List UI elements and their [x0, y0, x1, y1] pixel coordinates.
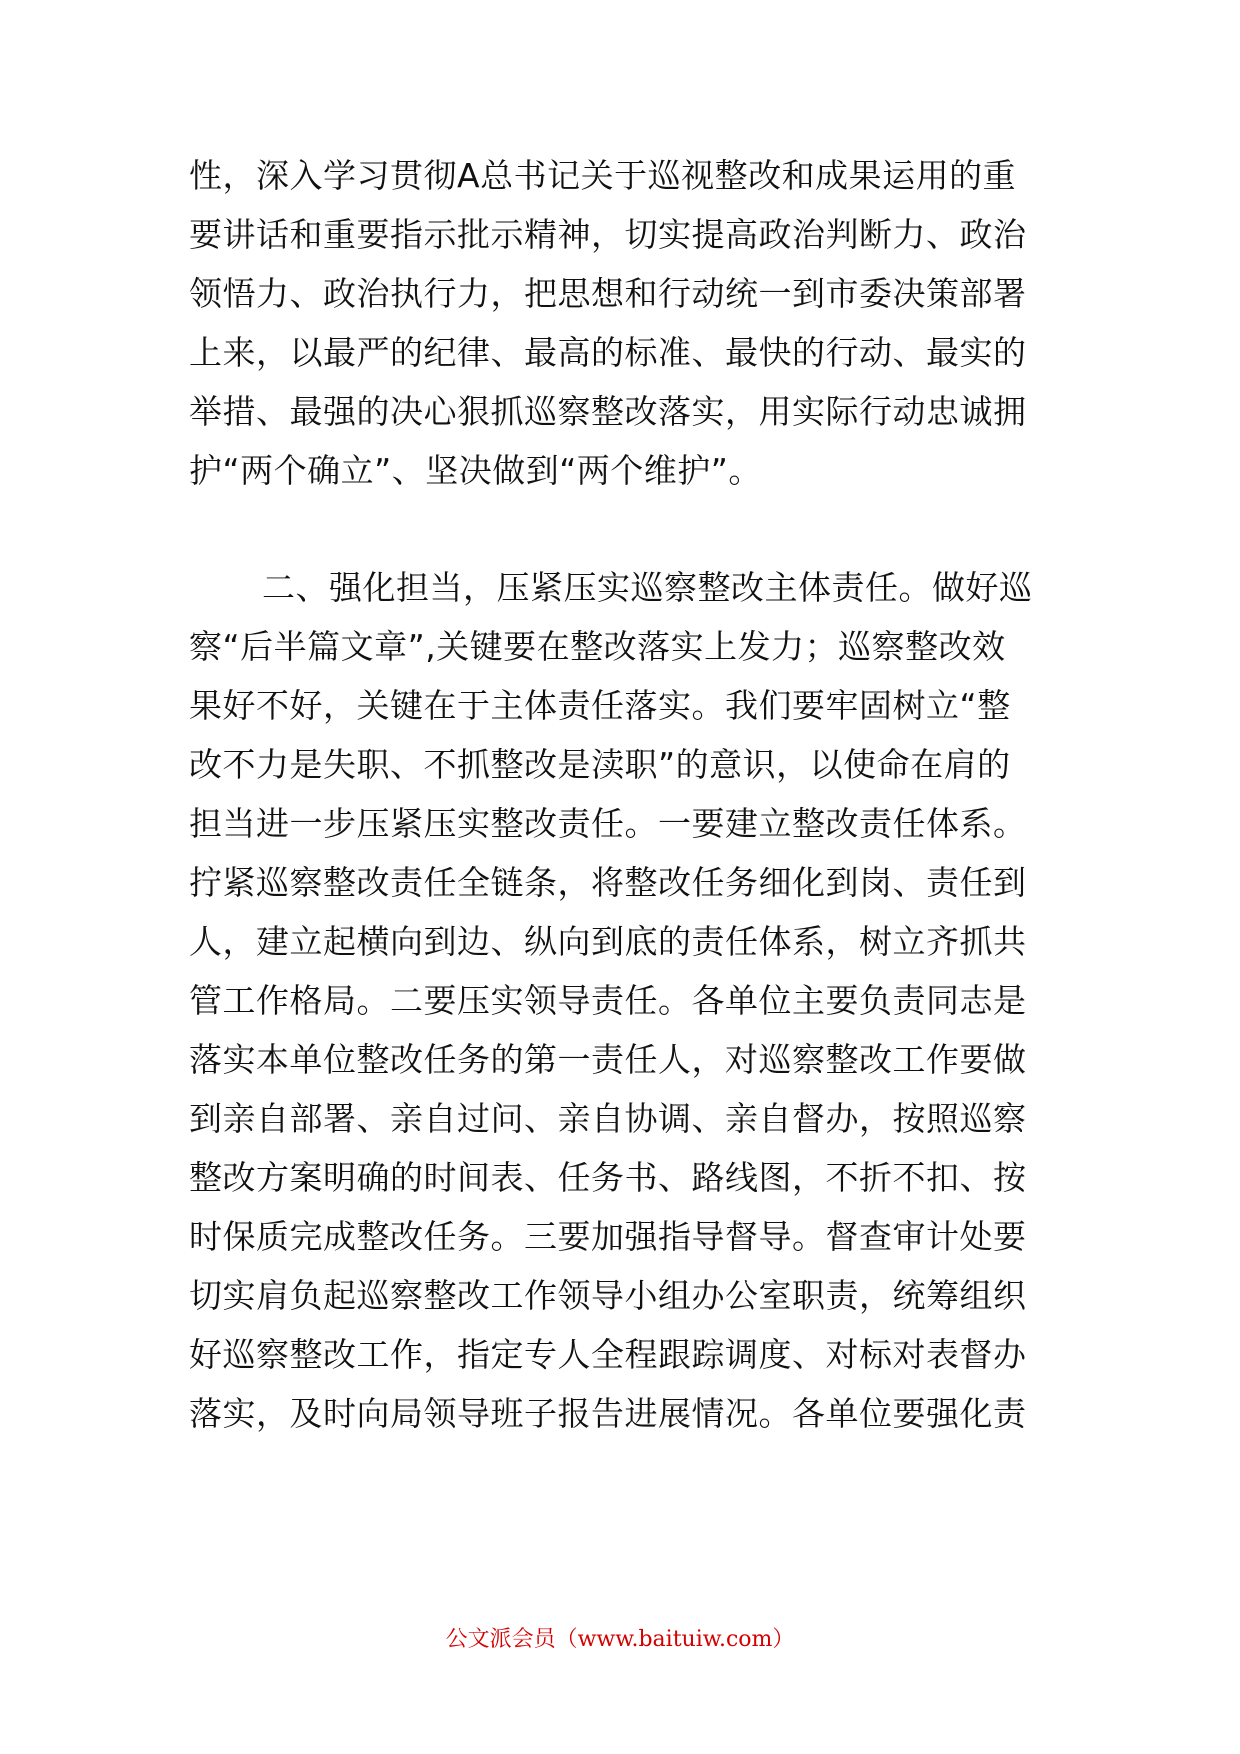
paragraph-2-line-9: 落实本单位整改任务的第一责任人，对巡察整改工作要做	[189, 1040, 1027, 1079]
paragraph-2-line-8: 管工作格局。二要压实领导责任。各单位主要负责同志是	[189, 981, 1027, 1020]
paragraph-2-line-11: 整改方案明确的时间表、任务书、路线图，不折不扣、按	[189, 1158, 1027, 1197]
paragraph-2-line-15: 落实，及时向局领导班子报告进展情况。各单位要强化责	[189, 1394, 1027, 1433]
paragraph-2-line-1: 二、强化担当，压紧压实巡察整改主体责任。做好巡	[262, 568, 1033, 607]
paragraph-1-line-3: 领悟力、政治执行力，把思想和行动统一到市委决策部署	[189, 274, 1027, 313]
paragraph-2-line-2: 察“后半篇文章”,关键要在整改落实上发力；巡察整改效	[189, 627, 1006, 666]
paragraph-1-line-1: 性，深入学习贯彻A总书记关于巡视整改和成果运用的重	[189, 156, 1017, 195]
paragraph-2-line-14: 好巡察整改工作，指定专人全程跟踪调度、对标对表督办	[189, 1335, 1027, 1374]
paragraph-2-line-4: 改不力是失职、不抓整改是渎职”的意识，以使命在肩的	[189, 745, 1011, 784]
paragraph-2-line-3: 果好不好，关键在于主体责任落实。我们要牢固树立“整	[189, 686, 1011, 725]
paragraph-1-line-6: 护“两个确立”、坚决做到“两个维护”。	[189, 451, 762, 490]
paragraph-1-line-5: 举措、最强的决心狠抓巡察整改落实，用实际行动忠诚拥	[189, 392, 1027, 431]
paragraph-1-line-2: 要讲话和重要指示批示精神，切实提高政治判断力、政治	[189, 215, 1027, 254]
paragraph-2-line-5: 担当进一步压紧压实整改责任。一要建立整改责任体系。	[189, 804, 1027, 843]
paragraph-2-line-12: 时保质完成整改任务。三要加强指导督导。督查审计处要	[189, 1217, 1027, 1256]
paragraph-2-line-7: 人，建立起横向到边、纵向到底的责任体系，树立齐抓共	[189, 922, 1027, 961]
paragraph-1-line-4: 上来，以最严的纪律、最高的标准、最快的行动、最实的	[189, 333, 1027, 372]
paragraph-2-line-6: 拧紧巡察整改责任全链条，将整改任务细化到岗、责任到	[189, 863, 1027, 902]
paragraph-2-line-13: 切实肩负起巡察整改工作领导小组办公室职责，统筹组织	[189, 1276, 1027, 1315]
footer-source-text: 公文派会员（www.baituiw.com）	[445, 1627, 795, 1652]
paragraph-2-line-10: 到亲自部署、亲自过问、亲自协调、亲自督办，按照巡察	[189, 1099, 1027, 1138]
